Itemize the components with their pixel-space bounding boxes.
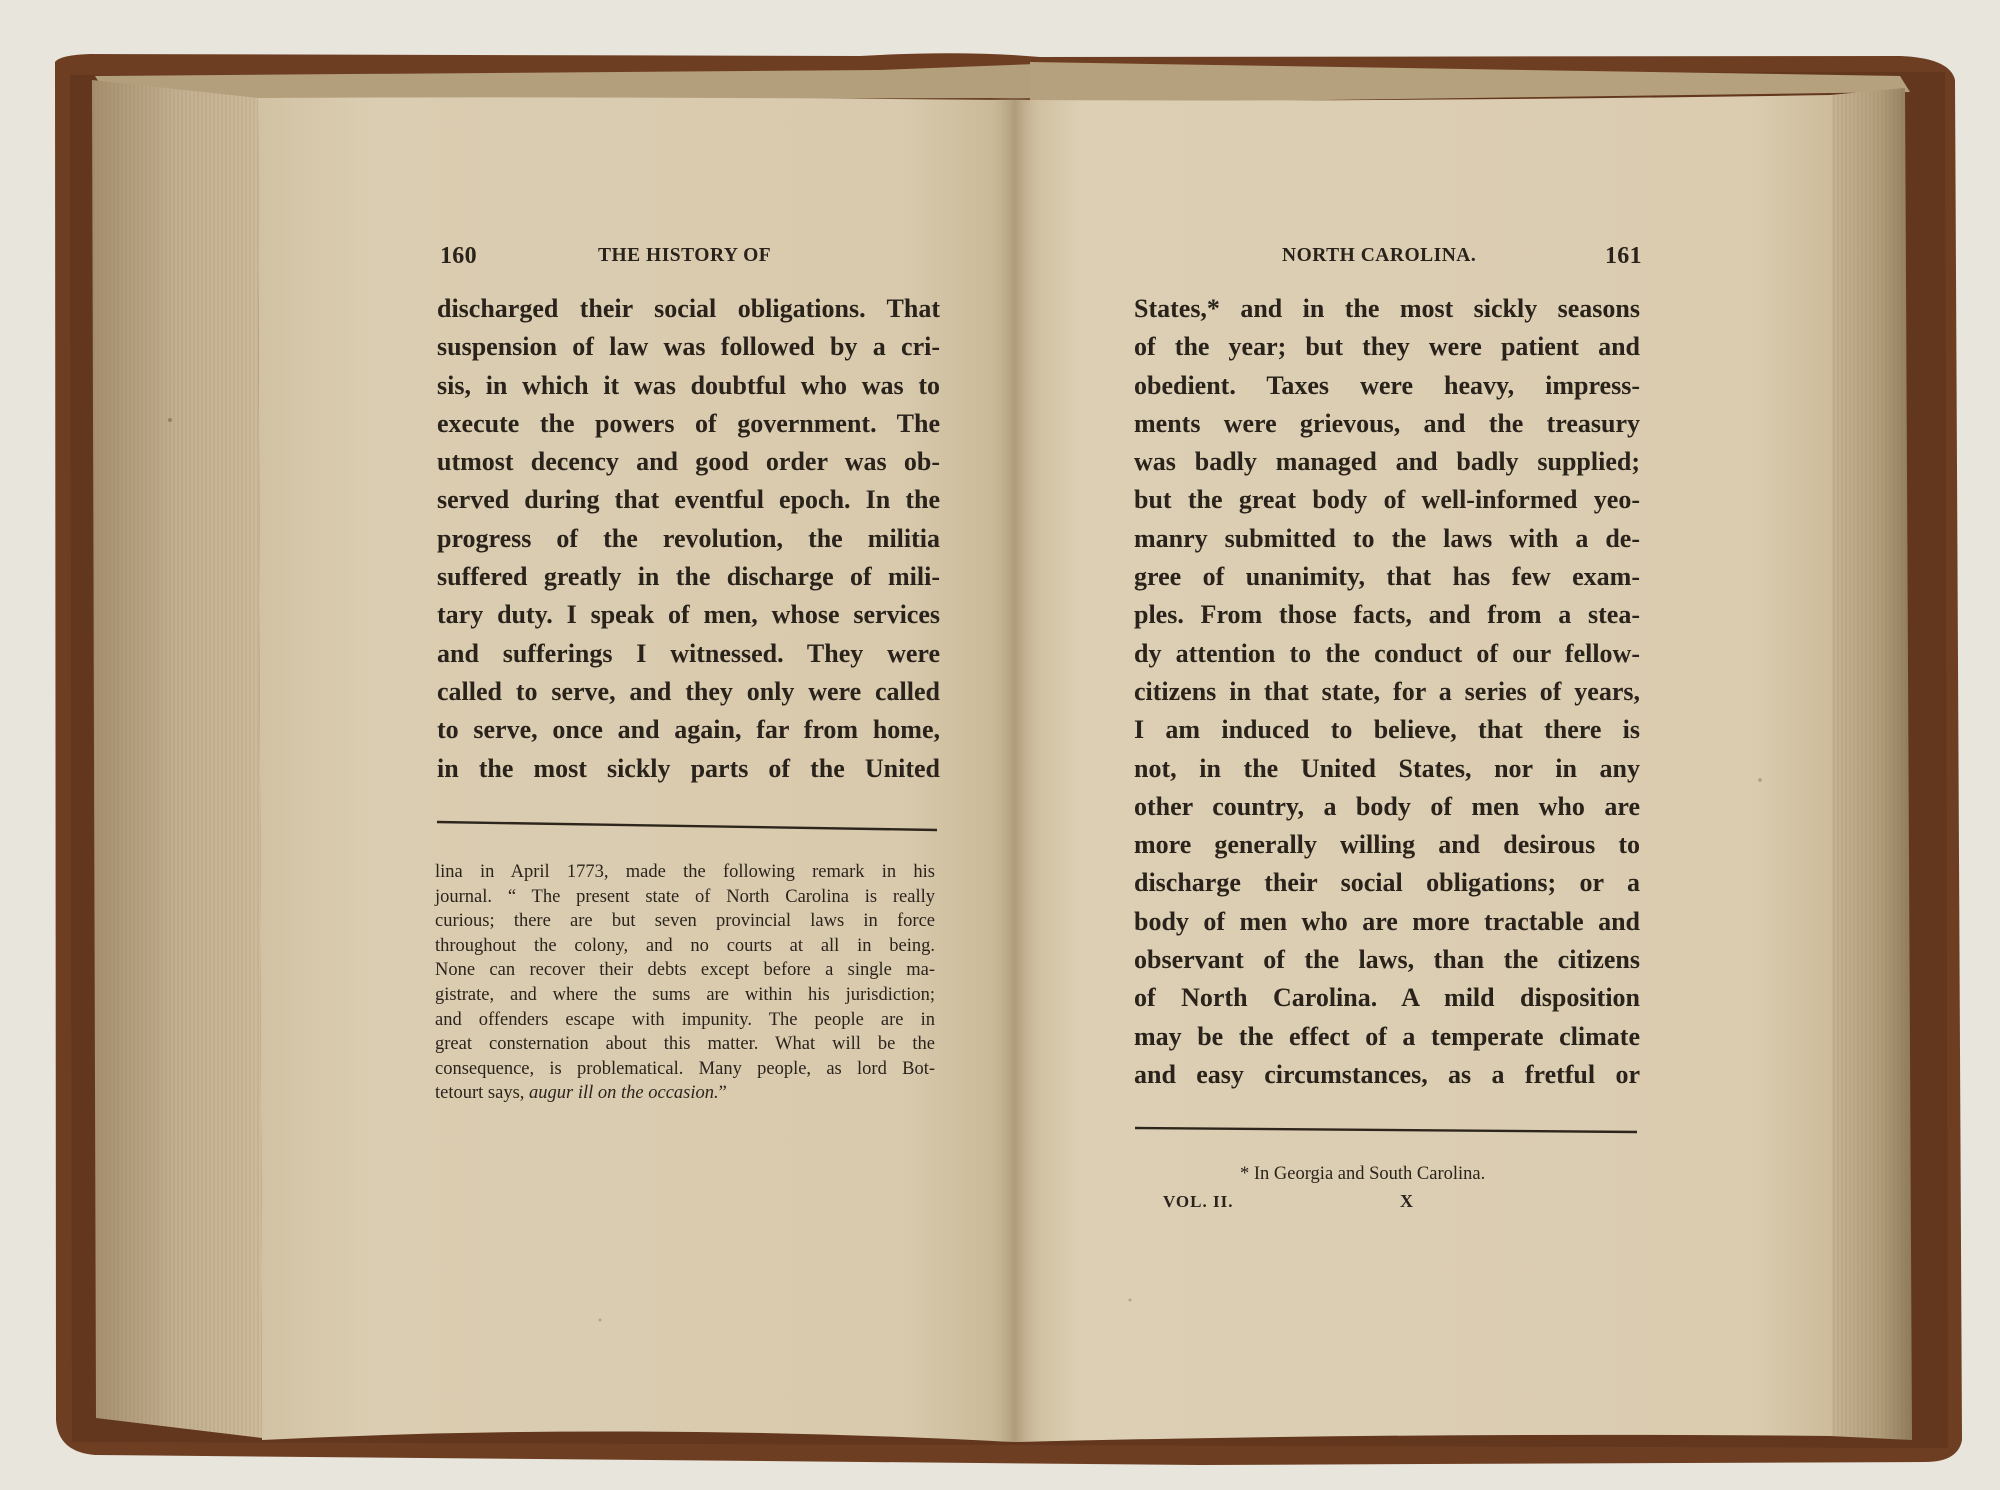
text-line: called to serve, and they only were called (437, 676, 940, 706)
text-line: throughout the colony, and no courts at all in being. (435, 935, 935, 956)
text-line: suffered greatly in the discharge of mili- (437, 562, 940, 592)
text-line: execute the powers of government. The (437, 408, 940, 438)
text-line: utmost decency and good order was ob- (437, 447, 940, 477)
text-line: observant of the laws, than the citizens (1134, 945, 1640, 975)
left-footnote (435, 860, 935, 1106)
left-body-text (437, 290, 940, 788)
text-line: to serve, once and again, far from home, (437, 715, 940, 745)
text-line: ples. From those facts, and from a stea- (1134, 600, 1640, 630)
text-line: journal. “ The present state of North Carolina is really (435, 886, 935, 907)
left-running-head: THE HISTORY OF (598, 245, 772, 266)
text-line: but the great body of well-informed yeo- (1134, 485, 1640, 515)
left-page-number: 160 (440, 243, 477, 269)
text-line: manry submitted to the laws with a de- (1134, 523, 1640, 553)
text-line: States,* and in the most sickly seasons (1134, 294, 1640, 323)
text-line: None can recover their debts except before a single ma- (435, 960, 935, 981)
text-line: great consternation about this matter. What will be the (435, 1034, 935, 1055)
text-line: not, in the United States, nor in any (1134, 753, 1640, 783)
book-gutter (990, 98, 1040, 1442)
text-line: gree of unanimity, that has few exam- (1134, 562, 1640, 592)
text-line: gistrate, and where the sums are within his jurisdiction; (435, 984, 935, 1005)
text-line: suspension of law was followed by a cri- (437, 332, 940, 362)
text-line: discharged their social obligations. That (437, 294, 940, 323)
text-line: I am induced to believe, that there is (1134, 715, 1640, 745)
text-line: consequence, is problematical. Many people, as lord Bot- (435, 1058, 935, 1079)
text-line: citizens in that state, for a series of years, (1134, 676, 1640, 706)
right-running-head: NORTH CAROLINA. (1282, 245, 1477, 266)
right-body-text (1134, 290, 1640, 1094)
footnote-last-line: tetourt says, augur ill on the occasion.” (435, 1083, 727, 1104)
text-line: was badly managed and badly supplied; (1134, 447, 1640, 477)
text-line: of North Carolina. A mild disposition (1134, 983, 1640, 1013)
text-line: curious; there are but seven provincial laws in force (435, 911, 935, 932)
signature-mark: X (1400, 1191, 1413, 1211)
text-line: sis, in which it was doubtful who was to (437, 370, 940, 400)
text-line: served during that eventful epoch. In the (437, 485, 940, 515)
text-line: tary duty. I speak of men, whose services (437, 600, 940, 630)
text-line: progress of the revolution, the militia (437, 523, 940, 553)
text-line: dy attention to the conduct of our fellow- (1134, 638, 1640, 668)
text-line: body of men who are more tractable and (1134, 906, 1640, 936)
text-line: in the most sickly parts of the United (437, 753, 940, 783)
text-line: obedient. Taxes were heavy, impress- (1134, 370, 1640, 400)
text-line: other country, a body of men who are (1134, 791, 1640, 821)
text-line: ments were grievous, and the treasury (1134, 408, 1640, 438)
text-line: and sufferings I witnessed. They were (437, 638, 940, 668)
right-page-number: 161 (1605, 243, 1642, 269)
text-line: more generally willing and desirous to (1134, 830, 1640, 860)
text-line: and offenders escape with impunity. The people are in (435, 1009, 935, 1030)
signature-volume: VOL. II. (1163, 1192, 1234, 1211)
text-line: lina in April 1773, made the following remark in his (435, 862, 935, 882)
text-line: may be the effect of a temperate climate (1134, 1021, 1640, 1051)
text-line: of the year; but they were patient and (1134, 332, 1640, 362)
text-line: discharge their social obligations; or a (1134, 868, 1640, 898)
text-line: and easy circumstances, as a fretful or (1134, 1059, 1640, 1089)
right-footnote: * In Georgia and South Carolina. (1240, 1164, 1486, 1184)
